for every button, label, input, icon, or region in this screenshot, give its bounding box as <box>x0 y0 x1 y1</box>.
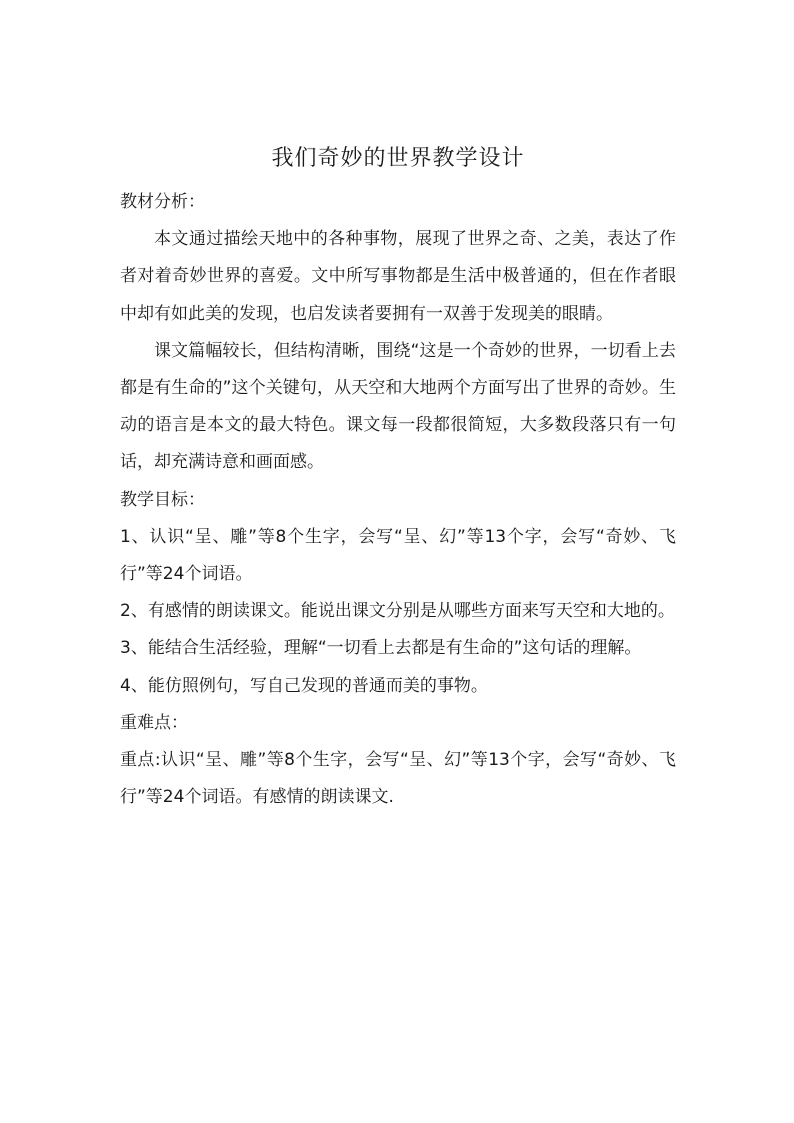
goals-heading: 教学目标： <box>120 489 205 510</box>
goal-item-4: 4、能仿照例句，写自己发现的普通而美的事物。 <box>120 675 488 696</box>
key-point-text: 重点:认识“呈、雕”等8个生字，会写“呈、幻”等13个字，会写“奇妙、飞行”等24个词语。有感情的朗读课文. <box>120 750 676 808</box>
document-page <box>120 142 676 816</box>
analysis-paragraph-2: 课文篇幅较长，但结构清晰，围绕“这是一个奇妙的世界，一切看上去都是有生命的”这个关键句，从天空和大地两个方面写出了世界的奇妙。生动的语言是本文的最大特色。课文每一段都很简短，大多数段落只有一句话，却充满诗意和画面感。 <box>120 340 676 473</box>
analysis-paragraph-1: 本文通过描绘天地中的各种事物，展现了世界之奇、之美，表达了作者对着奇妙世界的喜爱。文中所写事物都是生活中极普通的，但在作者眼中却有如此美的发现，也启发读者要拥有一双善于发现美的眼睛。 <box>120 229 676 324</box>
goal-item-3: 3、能结合生活经验，理解“一切看上去都是有生命的”这句话的理解。 <box>120 638 642 659</box>
goal-item-2: 2、有感情的朗读课文。能说出课文分别是从哪些方面来写天空和大地的。 <box>120 601 675 622</box>
analysis-heading: 教材分析： <box>120 192 205 212</box>
goal-item-1: 1、认识“呈、雕”等8个生字，会写“呈、幻”等13个字，会写“奇妙、飞行”等24个词语。 <box>120 526 676 585</box>
document-title: 我们奇妙的世界教学设计 <box>271 146 525 171</box>
key-points-heading: 重难点： <box>120 712 188 733</box>
